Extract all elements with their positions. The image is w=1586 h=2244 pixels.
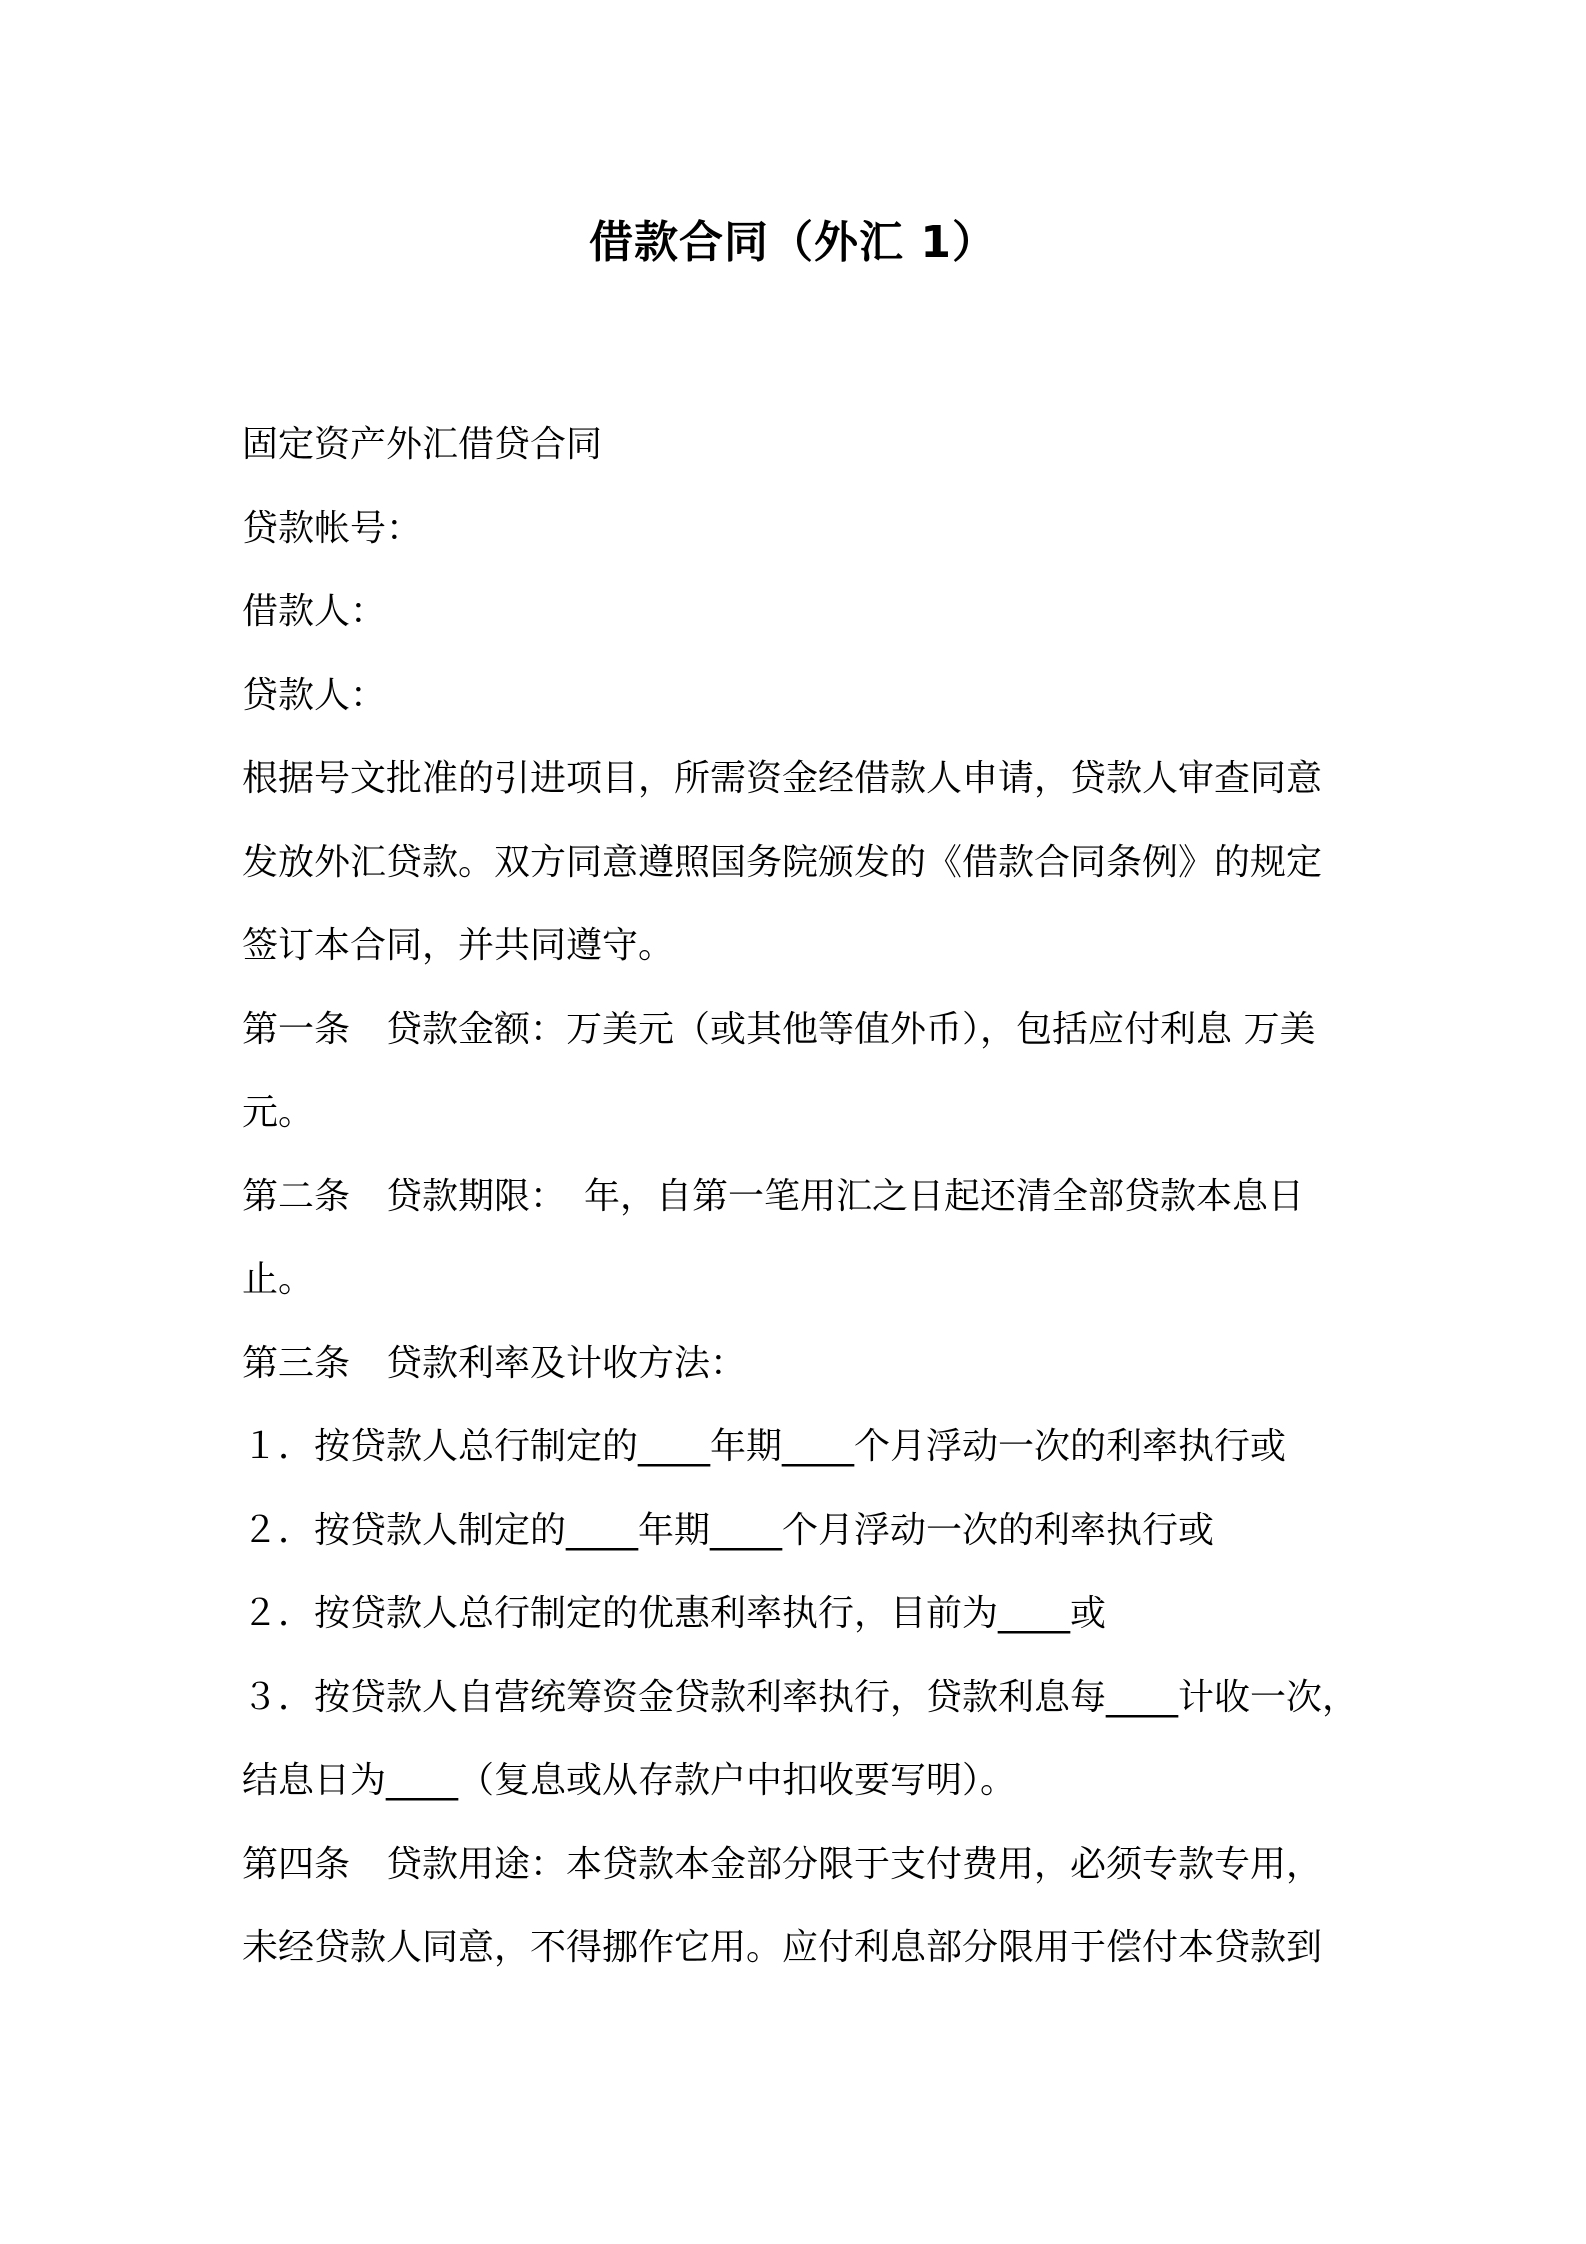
text-line-preamble-2: 发放外汇贷款。双方同意遵照国务院颁发的《借款合同条例》的规定 bbox=[242, 841, 1323, 883]
text-line-account-number: 贷款帐号： bbox=[242, 507, 423, 549]
text-line-borrower: 借款人： bbox=[242, 591, 387, 632]
text-line-article-3: 第三条 贷款利率及计收方法： bbox=[242, 1342, 747, 1384]
text-line-article-1: 第一条 贷款金额：万美元（或其他等值外币），包括应付利息 万美 bbox=[242, 1008, 1316, 1050]
text-line-preamble-1: 根据号文批准的引进项目，所需资金经借款人申请，贷款人审查同意 bbox=[242, 758, 1323, 799]
text-line-article-3-item-2b: ２．按贷款人总行制定的优惠利率执行，目前为____或 bbox=[242, 1593, 1107, 1634]
text-line-article-3-item-3: ３．按贷款人自营统筹资金贷款利率执行，贷款利息每____计收一次， bbox=[242, 1676, 1359, 1718]
text-line-heading: 固定资产外汇借贷合同 bbox=[242, 424, 603, 465]
document-title: 借款合同（外汇 1） bbox=[589, 217, 997, 268]
text-line-article-4-cont: 未经贷款人同意，不得挪作它用。应付利息部分限用于偿付本贷款到 bbox=[242, 1927, 1323, 1968]
text-line-article-3-item-1: １．按贷款人总行制定的____年期____个月浮动一次的利率执行或 bbox=[242, 1426, 1287, 1467]
text-line-article-2: 第二条 贷款期限： 年，自第一笔用汇之日起还清全部贷款本息日 bbox=[242, 1175, 1305, 1217]
document-body bbox=[242, 403, 1362, 1990]
text-line-article-1-cont: 元。 bbox=[242, 1092, 315, 1133]
text-line-preamble-3: 签订本合同，并共同遵守。 bbox=[242, 925, 675, 966]
text-line-article-3-item-2a: ２．按贷款人制定的____年期____个月浮动一次的利率执行或 bbox=[242, 1509, 1215, 1551]
text-line-lender: 贷款人： bbox=[242, 674, 387, 716]
text-line-article-3-item-3-cont: 结息日为____（复息或从存款户中扣收要写明）。 bbox=[242, 1760, 1017, 1801]
text-line-article-2-cont: 止。 bbox=[242, 1259, 315, 1300]
text-line-article-4: 第四条 贷款用途：本贷款本金部分限于支付费用，必须专款专用， bbox=[242, 1843, 1323, 1885]
